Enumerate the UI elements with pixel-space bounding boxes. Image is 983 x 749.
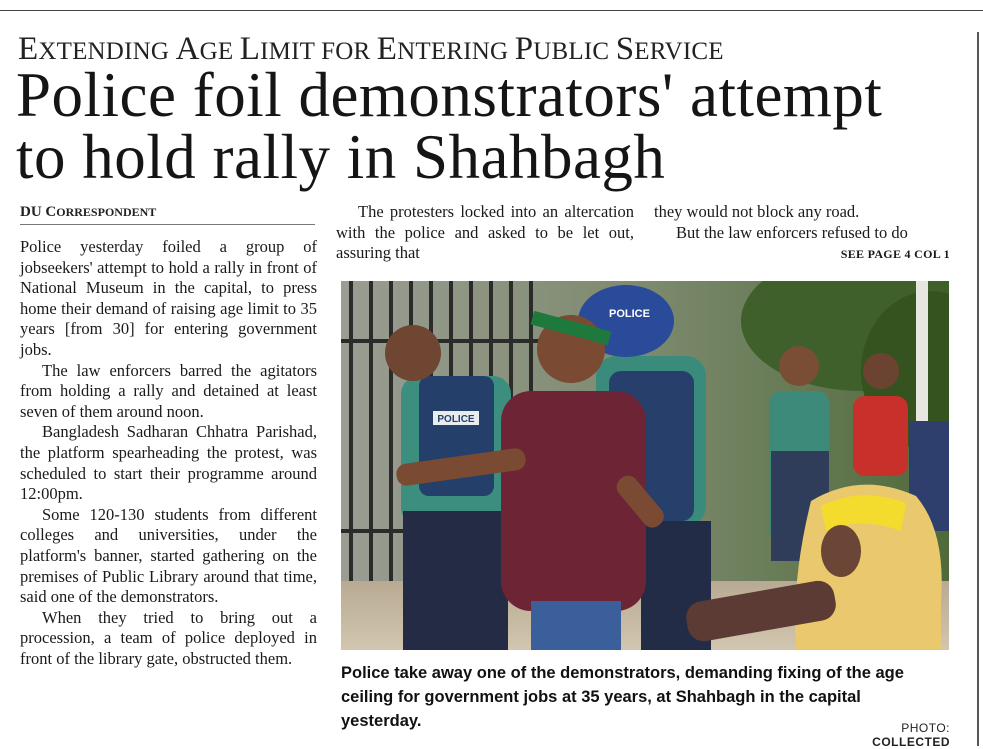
kicker: EXTENDING AGE LIMIT FOR ENTERING PUBLIC SERVICE <box>18 31 724 67</box>
article-column-1 <box>20 237 317 669</box>
paragraph: The protesters locked into an altercation with the police and asked to be let out, assuring that <box>336 202 634 263</box>
photo-caption: Police take away one of the demonstrators, demanding fixing of the age ceiling for government jobs at 35 years, at Shahbagh in the capital yesterday. <box>341 664 904 730</box>
continuation-jump: SEE PAGE 4 COL 1 <box>840 247 950 261</box>
column-rule <box>977 32 979 746</box>
news-photo <box>341 281 949 650</box>
top-rule <box>0 10 983 11</box>
vest-label: POLICE <box>437 414 475 425</box>
photo-credit: PHOTO: COLLECTED <box>872 721 950 749</box>
headline-line-1: Police foil demonstrators' attempt <box>16 60 883 130</box>
paragraph: When they tried to bring out a procession, a team of police deployed in front of the library gate, obstructed them. <box>20 607 317 668</box>
paragraph: But the law enforcers refused to do <box>676 222 908 242</box>
headline <box>16 60 966 192</box>
photo-illustration <box>341 281 949 650</box>
paragraph: The law enforcers barred the agitators from holding a rally and detained at least seven of them around noon. <box>20 360 317 421</box>
helmet-label: POLICE <box>609 308 650 320</box>
article-column-2 <box>336 202 634 264</box>
paragraph: Bangladesh Sadharan Chhatra Parishad, the platform spearheading the protest, was scheduled to start their programme around 12:00pm. <box>20 422 317 504</box>
headline-line-2: to hold rally in Shahbagh <box>16 122 666 192</box>
paragraph: Some 120-130 students from different colleges and universities, under the platform's banner, started gathering on the premises of Public Library around that time, said one of the demonstrators. <box>20 504 317 607</box>
paragraph: Police yesterday foiled a group of jobseekers' attempt to hold a rally in front of National Museum in the capital, to press home their demand of raising age limit to 35 years [from 30] for entering government jobs. <box>20 237 317 359</box>
byline: DU CORRESPONDENT <box>20 204 315 225</box>
paragraph: they would not block any road. <box>654 202 860 221</box>
article-column-3 <box>654 202 950 243</box>
